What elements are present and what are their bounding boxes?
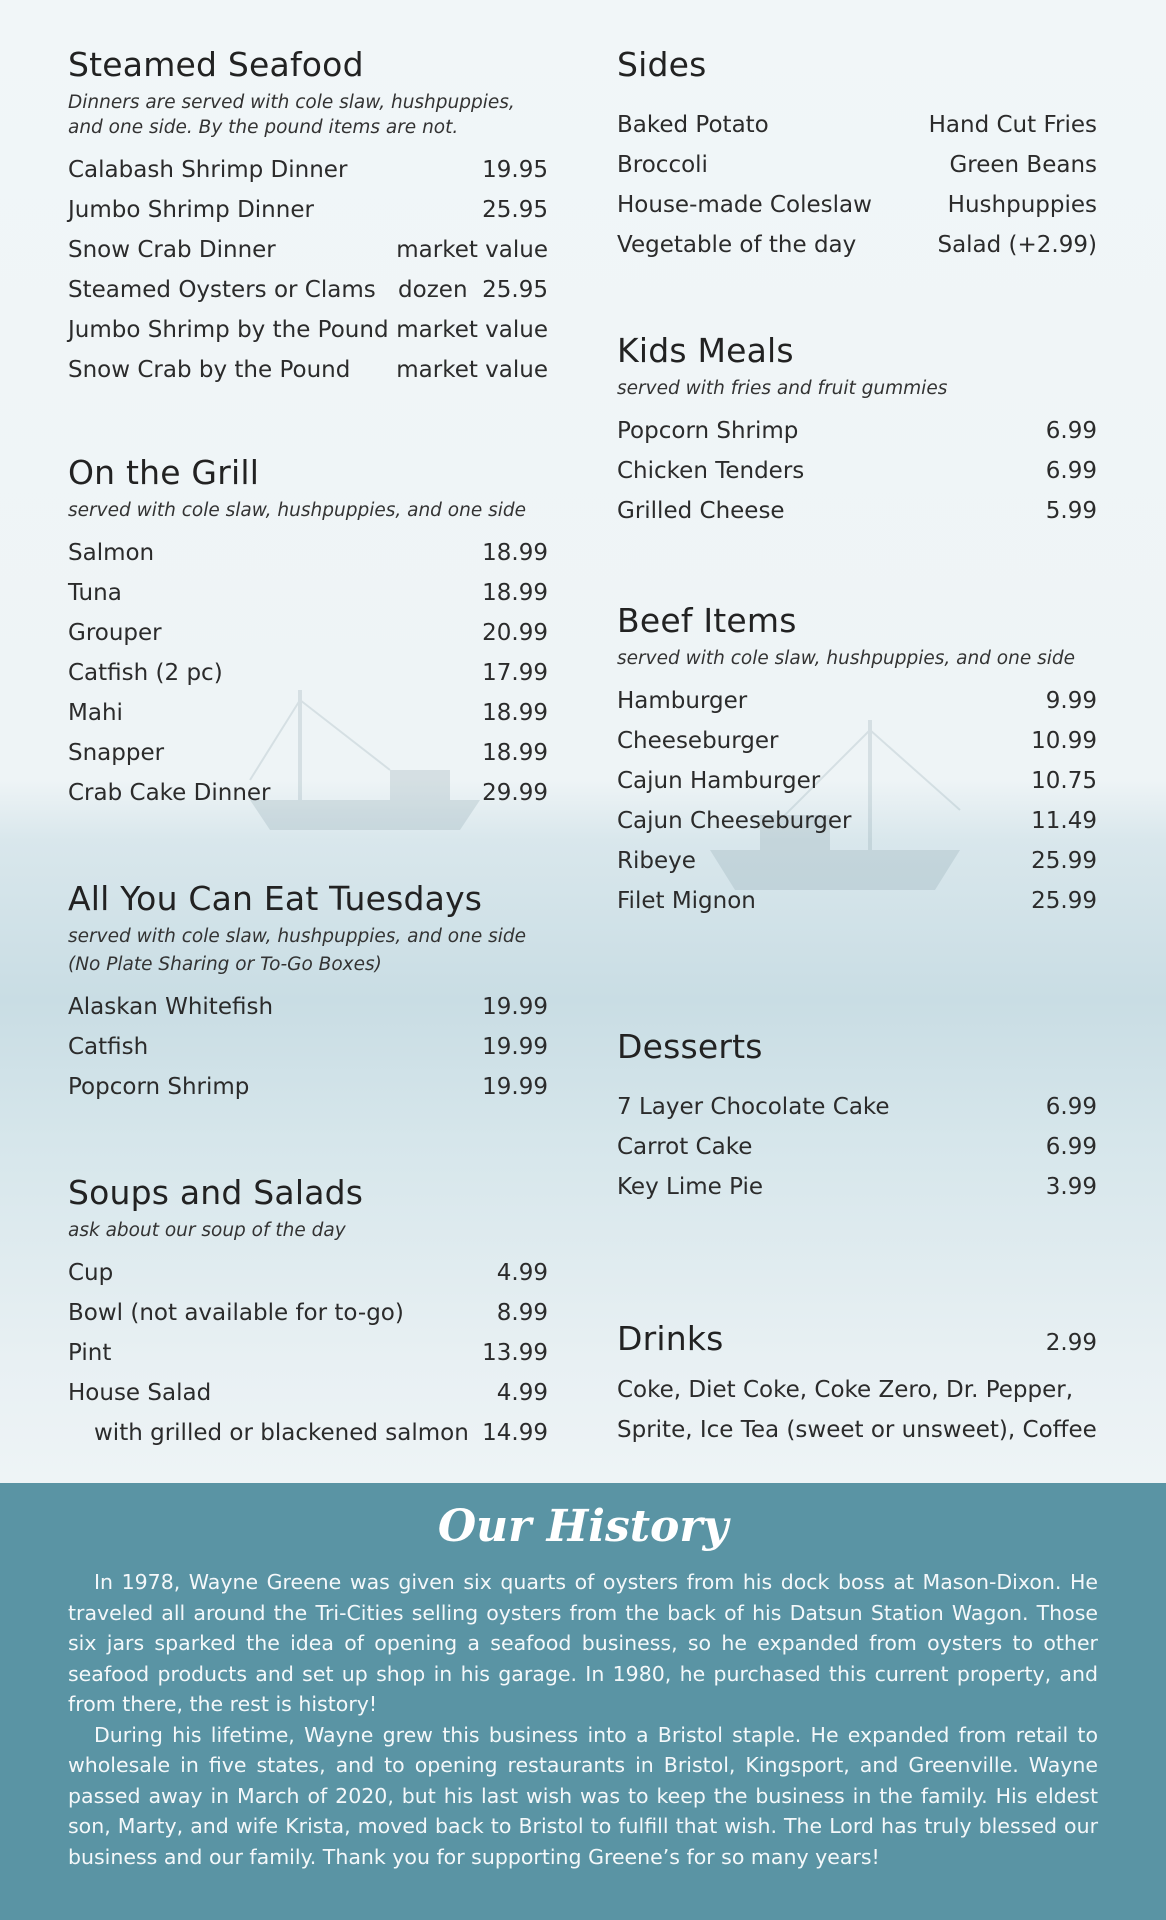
price: market value	[396, 236, 548, 263]
history-title: Our History	[437, 1501, 729, 1552]
side-row: Vegetable of the day Salad (+2.99)	[617, 231, 1097, 258]
price: 18.99	[482, 739, 548, 766]
menu-item: Bowl (not available for to-go) 8.99	[68, 1293, 548, 1333]
section-note: served with cole slaw, hushpuppies, and one side	[68, 925, 527, 947]
side-row: Baked Potato Hand Cut Fries	[617, 111, 1097, 138]
section-title: Kids Meals	[617, 331, 794, 370]
price: 10.75	[1031, 767, 1097, 794]
menu-item: 7 Layer Chocolate Cake 6.99	[617, 1087, 1097, 1127]
menu-item: Chicken Tenders 6.99	[617, 451, 1097, 491]
menu-item: Grouper 20.99	[68, 613, 548, 653]
section-note: served with cole slaw, hushpuppies, and one side	[617, 647, 1076, 669]
section-title: Steamed Seafood	[68, 45, 364, 84]
all-you-can-eat-section	[68, 880, 548, 1107]
section-note: (No Plate Sharing or To-Go Boxes)	[68, 953, 382, 975]
menu-item: House Salad 4.99	[68, 1373, 548, 1413]
kids-meals-section	[617, 332, 1097, 531]
history-paragraph: During his lifetime, Wayne grew this business into a Bristol staple. He expanded from retail to wholesale in five states, and to opening restaurants in Bristol, Kingsport, and Greenville. Wayne passed away in March of 2020, but his last wish was to keep the business in the family. His eldest son, Marty, and wife Krista, moved back to Bristol to fulfill that wish. The Lord has truly blessed our business and our family. Thank you for supporting Greene’s for so many years!	[68, 1722, 1098, 1869]
drinks-section	[617, 1320, 1097, 1450]
menu-item: Steamed Oysters or Clams dozen 25.95	[68, 270, 548, 310]
price: dozen 25.95	[398, 276, 548, 303]
menu-item: Salmon 18.99	[68, 533, 548, 573]
price: 25.99	[1031, 887, 1097, 914]
price: 18.99	[482, 699, 548, 726]
menu-item: Snapper 18.99	[68, 733, 548, 773]
price: 4.99	[496, 1259, 548, 1286]
menu-item: Alaskan Whitefish 19.99	[68, 987, 548, 1027]
price: 17.99	[482, 659, 548, 686]
price: 6.99	[1045, 417, 1097, 444]
price: 29.99	[482, 779, 548, 806]
menu-item: Carrot Cake 6.99	[617, 1127, 1097, 1167]
price: 4.99	[496, 1379, 548, 1406]
section-note: Dinners are served with cole slaw, hushpuppies, and one side. By the pound items are not.	[68, 91, 515, 138]
history-paragraph: In 1978, Wayne Greene was given six quarts of oysters from his dock boss at Mason-Dixon. He traveled all around the Tri-Cities selling oysters from the back of his Datsun Station Wagon. Those six jars sparked the idea of opening a seafood business, so he expanded from oysters to other seafood products and set up shop in his garage. In 1980, he purchased this current property, and from there, the rest is history!	[68, 1570, 1098, 1716]
menu-item: Cajun Cheeseburger 11.49	[617, 801, 1097, 841]
menu-item: Crab Cake Dinner 29.99	[68, 773, 548, 813]
menu-item: Cup 4.99	[68, 1253, 548, 1293]
menu-item: Filet Mignon 25.99	[617, 881, 1097, 921]
price: 9.99	[1045, 687, 1097, 714]
section-note: served with cole slaw, hushpuppies, and one side	[68, 499, 527, 521]
price: 2.99	[1045, 1330, 1097, 1356]
menu-item: Mahi 18.99	[68, 693, 548, 733]
price: 19.99	[482, 1033, 548, 1060]
price: market value	[396, 356, 548, 383]
steamed-seafood-section	[68, 46, 548, 390]
menu-item: Snow Crab Dinner market value	[68, 230, 548, 270]
price: 18.99	[482, 539, 548, 566]
price: 25.99	[1031, 847, 1097, 874]
section-note: ask about our soup of the day	[68, 1219, 346, 1241]
section-title: Drinks	[617, 1319, 724, 1358]
section-title: On the Grill	[68, 453, 260, 492]
section-title: Desserts	[617, 1027, 763, 1066]
desserts-section	[617, 1028, 1097, 1207]
price: 3.99	[1045, 1173, 1097, 1200]
menu-item: Snow Crab by the Pound market value	[68, 350, 548, 390]
menu-item: Jumbo Shrimp Dinner 25.95	[68, 190, 548, 230]
section-title: All You Can Eat Tuesdays	[68, 879, 483, 918]
price: 19.95	[482, 156, 548, 183]
menu-item: Hamburger 9.99	[617, 681, 1097, 721]
menu-item: Popcorn Shrimp 19.99	[68, 1067, 548, 1107]
soups-and-salads-section	[68, 1174, 548, 1453]
price: 20.99	[482, 619, 548, 646]
price: 19.99	[482, 993, 548, 1020]
menu-item: Catfish (2 pc) 17.99	[68, 653, 548, 693]
section-title: Beef Items	[617, 601, 797, 640]
price: 6.99	[1045, 1093, 1097, 1120]
menu-item: Catfish 19.99	[68, 1027, 548, 1067]
side-row: House-made Coleslaw Hushpuppies	[617, 191, 1097, 218]
on-the-grill-section	[68, 454, 548, 813]
menu-item: Key Lime Pie 3.99	[617, 1167, 1097, 1207]
section-title: Soups and Salads	[68, 1173, 364, 1212]
price: 13.99	[482, 1339, 548, 1366]
menu-item: with grilled or blackened salmon 14.99	[68, 1413, 548, 1453]
section-title: Sides	[617, 45, 707, 84]
menu-item: Popcorn Shrimp 6.99	[617, 411, 1097, 451]
history-section	[0, 1483, 1166, 1920]
menu-item: Grilled Cheese 5.99	[617, 491, 1097, 531]
price: 8.99	[496, 1299, 548, 1326]
menu-item: Calabash Shrimp Dinner 19.95	[68, 150, 548, 190]
price: 11.49	[1031, 807, 1097, 834]
menu-item: Cajun Hamburger 10.75	[617, 761, 1097, 801]
price: 18.99	[482, 579, 548, 606]
price: market value	[396, 316, 548, 343]
section-note: served with fries and fruit gummies	[617, 377, 948, 399]
price: 14.99	[482, 1419, 548, 1446]
price: 5.99	[1045, 497, 1097, 524]
beef-items-section	[617, 602, 1097, 921]
price: 6.99	[1045, 457, 1097, 484]
price: 19.99	[482, 1073, 548, 1100]
menu-item: Pint 13.99	[68, 1333, 548, 1373]
price: 25.95	[482, 196, 548, 223]
menu-item: Jumbo Shrimp by the Pound market value	[68, 310, 548, 350]
side-row: Broccoli Green Beans	[617, 151, 1097, 178]
menu-item: Ribeye 25.99	[617, 841, 1097, 881]
price: 6.99	[1045, 1133, 1097, 1160]
price: 10.99	[1031, 727, 1097, 754]
menu-item: Tuna 18.99	[68, 573, 548, 613]
menu-item: Cheeseburger 10.99	[617, 721, 1097, 761]
drinks-list: Coke, Diet Coke, Coke Zero, Dr. Pepper, Sprite, Ice Tea (sweet or unsweet), Coffee	[617, 1376, 1097, 1443]
history-body	[68, 1567, 1098, 1872]
sides-section	[617, 46, 1097, 265]
